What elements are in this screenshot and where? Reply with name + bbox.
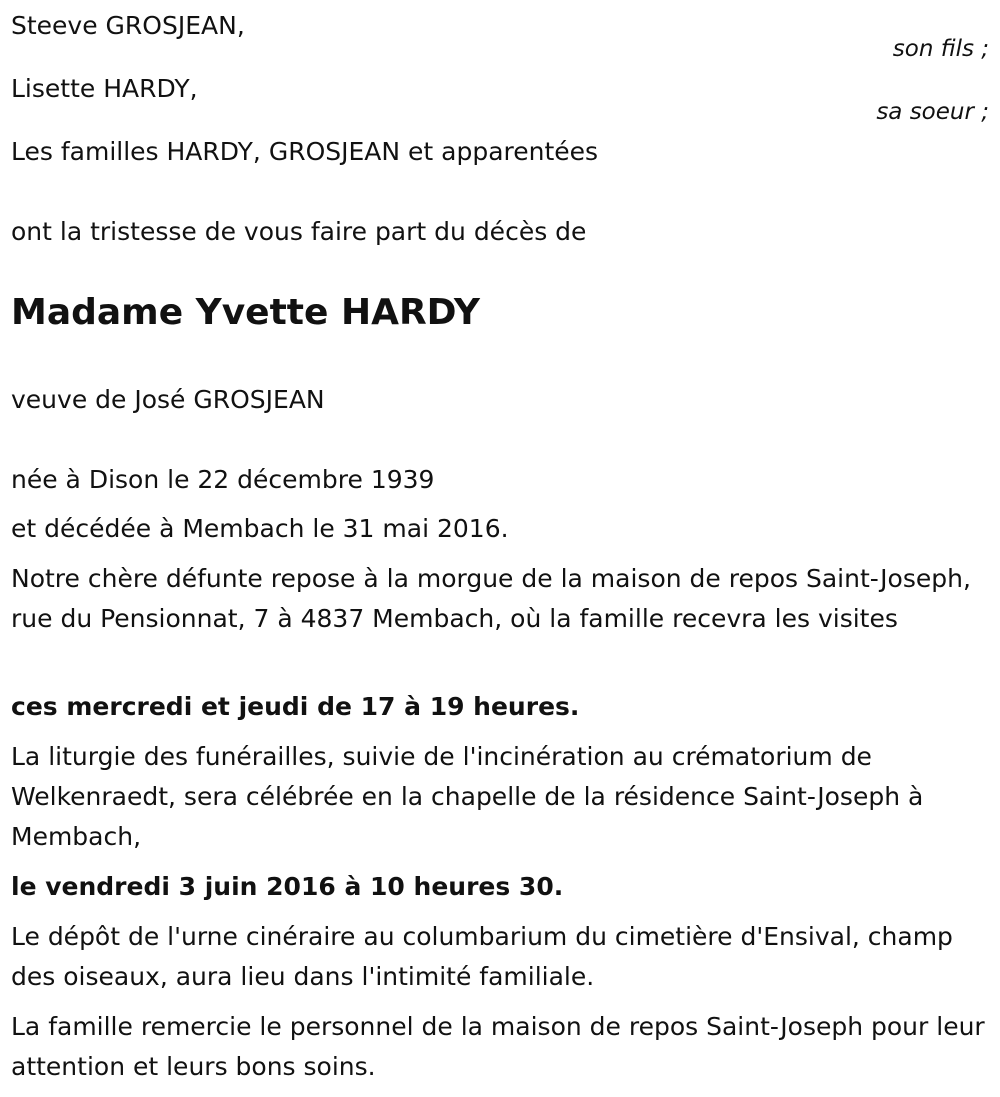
son-name: Steeve GROSJEAN, [11,11,245,40]
birth-line: née à Dison le 22 décembre 1939 [11,465,435,494]
sister-name: Lisette HARDY, [11,74,198,103]
urn-paragraph: Le dépôt de l'urne cinéraire au columbarium du cimetière d'Ensival, champ des oiseaux, aura lieu dans l'intimité familiale. [11,922,953,991]
intro-line: ont la tristesse de vous faire part du décès de [11,217,587,246]
thanks-paragraph: La famille remercie le personnel de la maison de repos Saint-Joseph pour leur attention et leurs bons soins. [11,1012,985,1081]
families-line: Les familles HARDY, GROSJEAN et apparentées [11,137,599,166]
deceased-name: Madame Yvette HARDY [11,292,481,333]
son-relation: son fils ; [892,36,989,62]
funeral-paragraph: La liturgie des funérailles, suivie de l'incinération au crématorium de Welkenraedt, sera célébrée en la chapelle de la résidence Saint-Joseph à Membach, [11,742,924,851]
visits-schedule: ces mercredi et jeudi de 17 à 19 heures. [11,692,580,721]
death-line: et décédée à Membach le 31 mai 2016. [11,514,509,543]
sister-relation: sa soeur ; [876,99,989,125]
widow-line: veuve de José GROSJEAN [11,385,325,414]
visits-paragraph: Notre chère défunte repose à la morgue de la maison de repos Saint-Joseph, rue du Pensionnat, 7 à 4837 Membach, où la famille recevra les visites [11,564,971,633]
funeral-date: le vendredi 3 juin 2016 à 10 heures 30. [11,872,564,901]
